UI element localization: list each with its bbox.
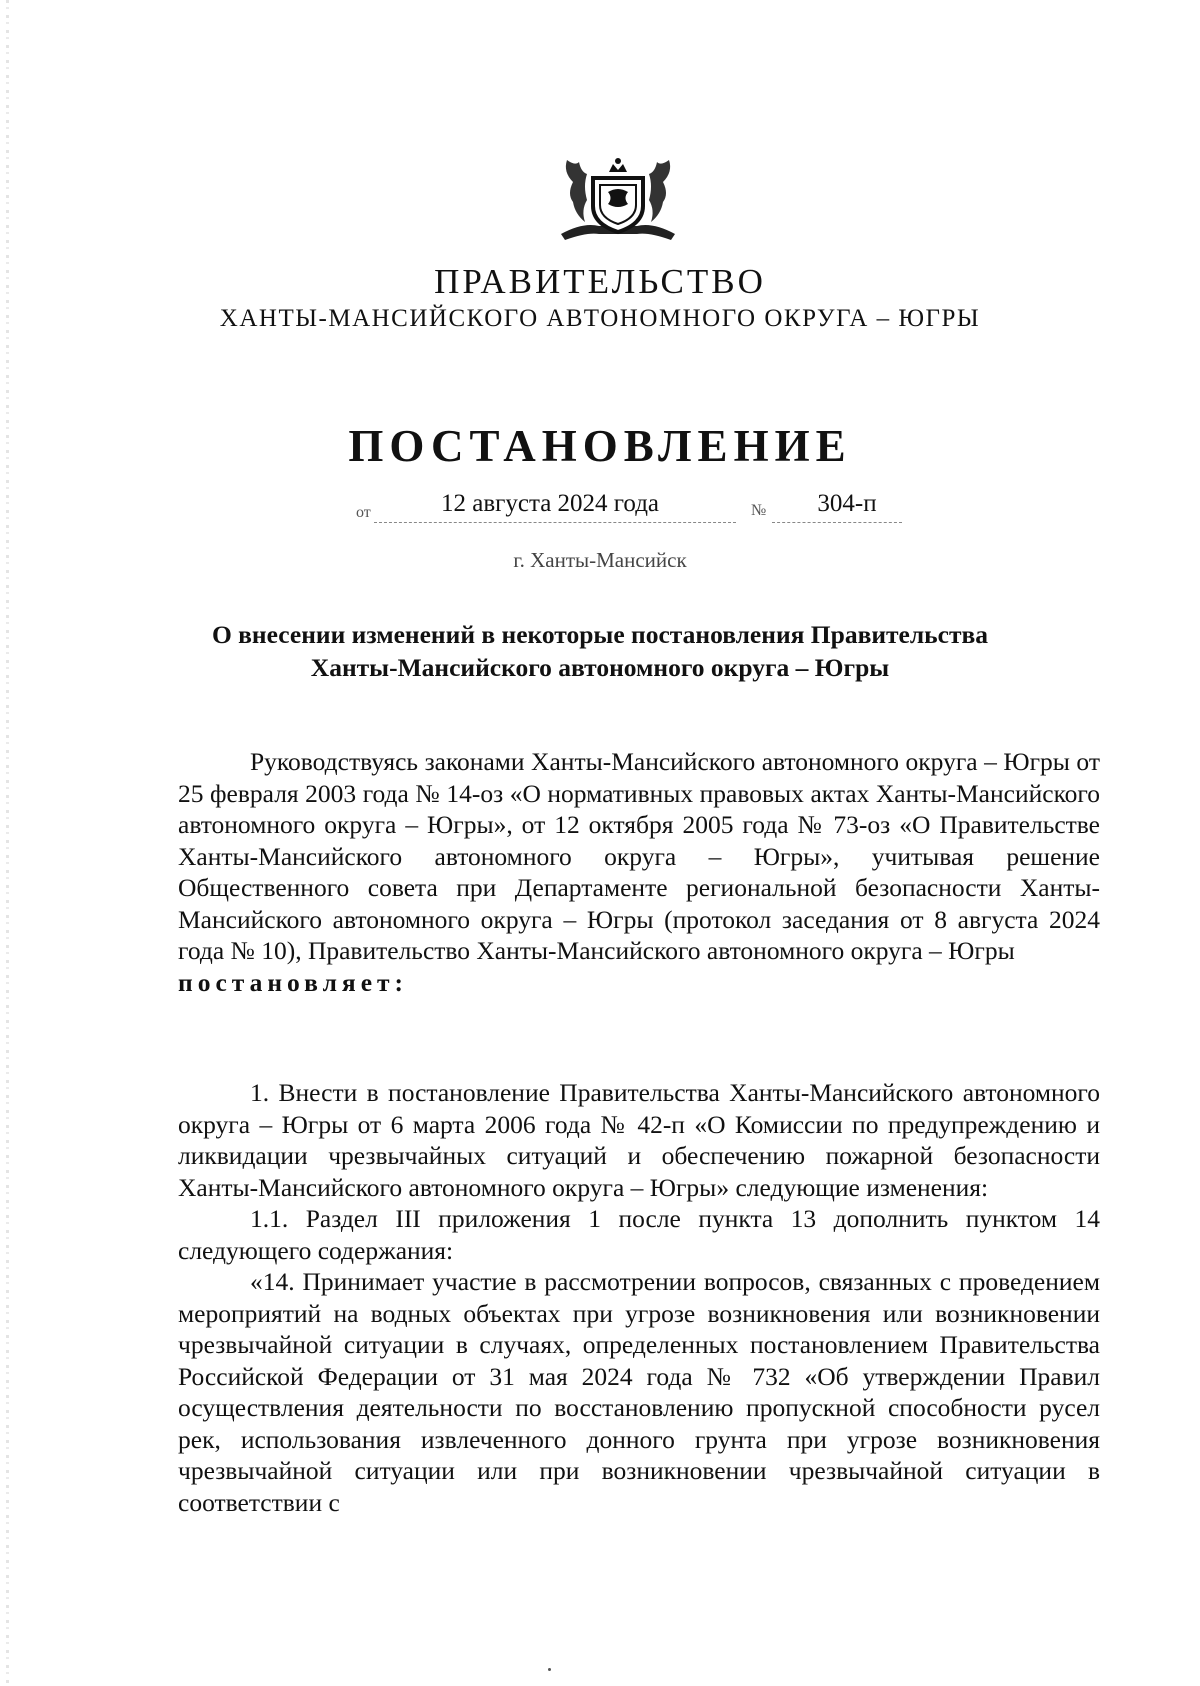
decree-items <box>178 1077 1100 1518</box>
government-title: ПРАВИТЕЛЬСТВО <box>434 262 766 301</box>
preamble-text: Руководствуясь законами Ханты-Мансийского автономного округа – Югры от 25 февраля 2003 года № 14-оз «О нормативных правовых актах Ханты-Мансийского автономного округа – Югры», от 12 октября 2005 года № 73-оз «О Правительстве Ханты-Мансийского автономного округа – Югры», учитывая решение Общественного совета при Департаменте региональной безопасности Ханты-Мансийского автономного округа – Югры (протокол заседания от 8 августа 2024 года № 10), Правительство Ханты-Мансийского автономного округа – Югры <box>178 747 1100 965</box>
date-number-line <box>0 490 1200 530</box>
item-1: 1. Внести в постановление Правительства Ханты-Мансийского автономного округа – Югры от 6 марта 2006 года № 42-п «О Комиссии по предупреждению и ликвидации чрезвычайных ситуаций и обеспечению пожарной безопасности Ханты-Мансийского автономного округа – Югры» следующие изменения: <box>178 1078 1100 1202</box>
decree-word: постановляет: <box>178 967 409 997</box>
subject-line-1: О внесении изменений в некоторые постановления Правительства <box>211 620 989 649</box>
number-label: № <box>751 502 767 519</box>
number-underline <box>772 522 902 523</box>
document-subject <box>0 618 1200 684</box>
item-14-quote: «14. Принимает участие в рассмотрении вопросов, связанных с проведением мероприятий на водных объектах при угрозе возникновения или возникновении чрезвычайной ситуации в случаях, определенных постановлением Правительства Российской Федерации от 31 мая 2024 года № 732 «Об утверждении Правил осуществления деятельности по восстановлению пропускной способности русел рек, использования извлеченного донного грунта при угрозе возникновения чрезвычайной ситуации или при возникновении чрезвычайной ситуации в соответствии с <box>178 1267 1100 1517</box>
scan-edge-artifact <box>6 0 9 1686</box>
document-type-heading: ПОСТАНОВЛЕНИЕ <box>348 421 852 471</box>
document-number: 304-п <box>817 490 877 517</box>
item-1-1: 1.1. Раздел III приложения 1 после пункта 13 дополнить пунктом 14 следующего содержания: <box>178 1204 1100 1265</box>
from-label: от <box>356 504 371 521</box>
preamble-paragraph <box>178 746 1100 998</box>
region-name: ХАНТЫ-МАНСИЙСКОГО АВТОНОМНОГО ОКРУГА – ЮГРЫ <box>219 305 981 332</box>
document-date: 12 августа 2024 года <box>440 490 660 517</box>
subject-line-2: Ханты-Мансийского автономного округа – Югры <box>310 653 890 682</box>
city-of-issue: г. Ханты-Мансийск <box>513 548 687 572</box>
coat-of-arms-emblem <box>553 152 683 244</box>
scan-dot-artifact <box>548 1668 551 1671</box>
date-underline <box>374 522 736 523</box>
